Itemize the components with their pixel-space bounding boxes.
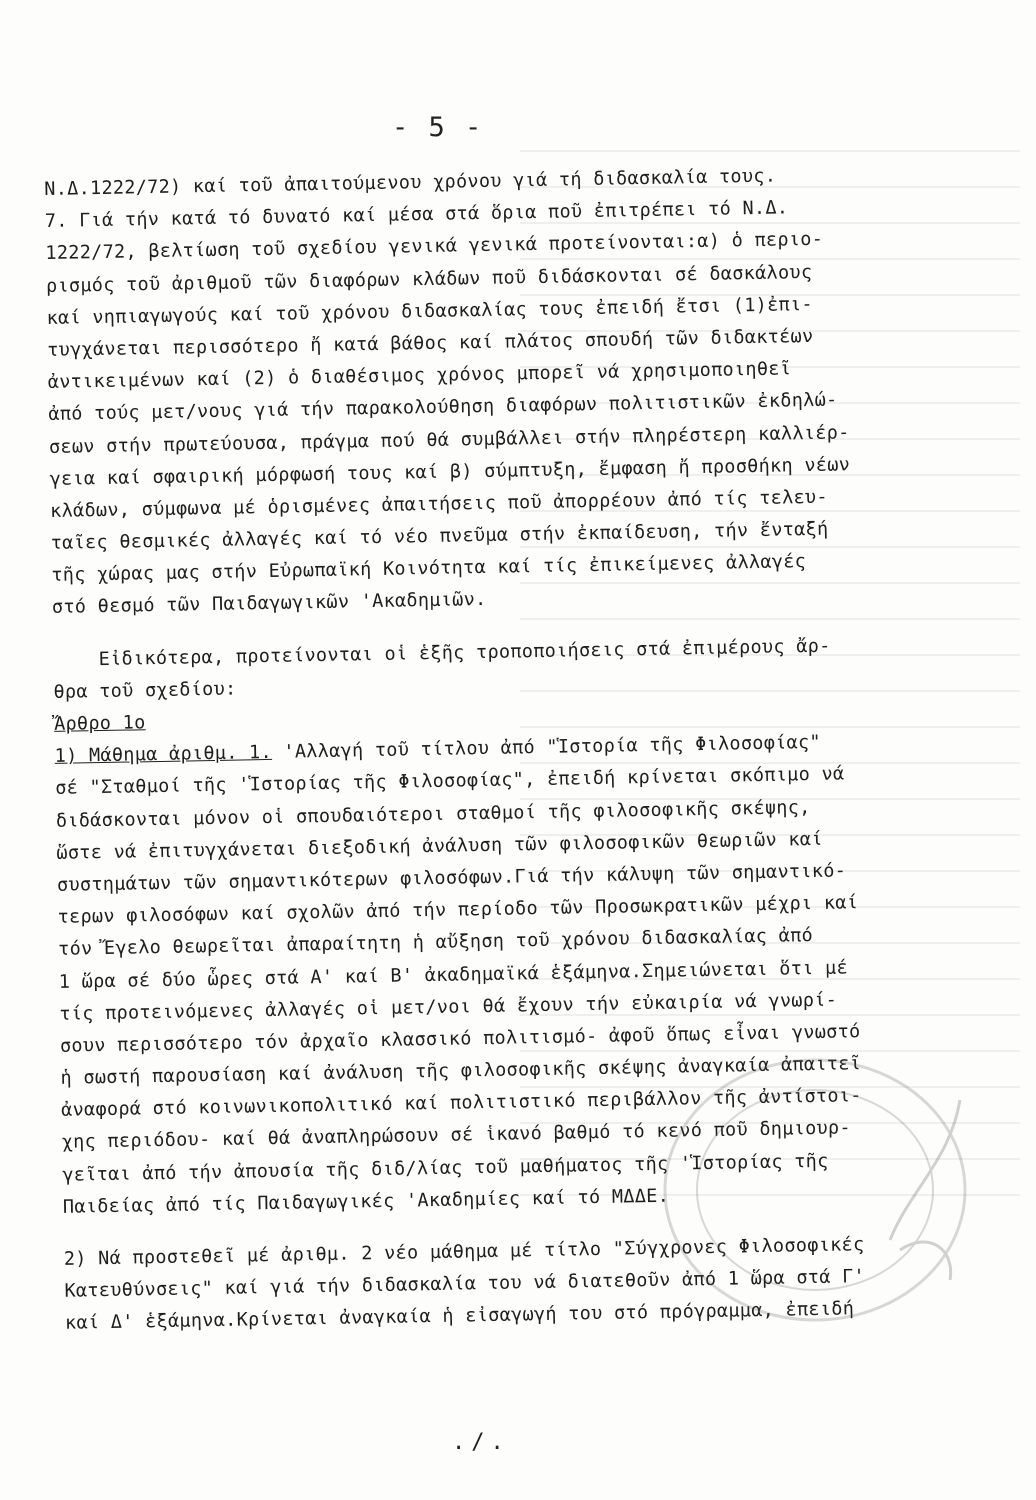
text-line: ταῖες θεσμικές ἀλλαγές καί τό νέο πνεῦμα στήν ἐκπαίδευση, τήν ἔνταξή [50,518,829,554]
page-number: - 5 - [392,112,484,143]
text-line: χης περιόδου- καί θά ἀναπληρώσουν σέ ἱκανό βαθμό τό κενό ποῦ δημιουρ- [61,1117,852,1154]
text-line: καί Δ' ἑξάμηνα.Κρίνεται ἀναγκαία ἡ εἰσαγωγή του στό πρόγραμμα, ἐπειδή [64,1298,855,1335]
text-line: ἡ σωστή παρουσίαση καί ἀνάλυση τῆς φιλοσοφικῆς σκέψης ἀναγκαία ἀπαιτεῖ [60,1053,862,1089]
text-line: θρα τοῦ σχεδίου: [53,678,237,703]
article-heading: Ἄρθρο 1ο [53,712,146,735]
text-line: κλάδων, σύμφωνα μέ ὁρισμένες ἀπαιτήσεις ποῦ ἀπορρέουν ἀπό τίς τελευ- [49,486,829,522]
text-line: σεων στήν πρωτεύουσα, πράγμα πού θά συμβάλλει στήν πληρέστερη καλλιέρ- [48,421,850,458]
text-line: γεια καί σφαιρική μόρφωσή τους καί β) σύμπτυξη, ἔμφαση ἤ προσθήκη νέων [49,453,851,490]
text-line: τίς προτεινόμενες ἀλλαγές οἱ μετ/νοι θά ἔχουν τήν εὐκαιρία νά γνωρί- [59,989,838,1025]
text-line: τῆς χώρας μας στήν Εὐρωπαϊκή Κοινότητα καί τίς ἐπικείμενες ἀλλαγές [51,551,807,587]
item-1-label: 1) Μάθημα ἀριθμ. 1. [54,742,273,768]
text-line: συστημάτων τῶν σημαντικότερων φιλοσόφων.Γιά τήν κάλυψη τῶν σημαντικό- [56,860,847,896]
text-line: σουν περισσότερο τόν ἀρχαῖο κλασσικό πολιτισμό- ἀφοῦ ὅπως εἶναι γνωστό [59,1021,861,1057]
text-line: τόν Ἔγελο θεωρεῖται ἀπαραίτητη ἡ αὔξηση τοῦ χρόνου διδασκαλίας ἀπό [58,925,814,961]
text-line: Ν.Δ.1222/72) καί τοῦ ἀπαιτούμενου χρόνου γιά τή διδασκαλία τους. [44,165,777,200]
text-line: 7. Γιά τήν κατά τό δυνατό καί μέσα στά ὅρια ποῦ ἐπιτρέπει τό Ν.Δ. [44,197,789,233]
text-line: Κατευθύνσεις" καί γιά τήν διδασκαλία του νά διατεθοῦν ἀπό 1 ὥρα στά Γ' [64,1266,866,1302]
text-line: καί νηπιαγωγούς καί τοῦ χρόνου διδασκαλίας τους ἐπειδή ἔτσι (1)ἐπι- [46,293,814,329]
faint-stamp-seal-icon [650,1040,980,1340]
text-line: 2) Νά προστεθεῖ μέ ἀριθμ. 2 νέο μάθημα μέ τίτλο "Σύγχρονες Φιλοσοφικές [63,1234,865,1270]
item-1-first-line-text: 'Αλλαγή τοῦ τίτλου ἀπό "Ἱστορία τῆς Φιλοσοφίας" [271,732,822,764]
text-line: Εἰδικότερα, προτείνονται οἱ ἑξῆς τροποποιήσεις στά ἐπιμέρους ἄρ- [52,635,831,671]
text-line: 1 ὥρα σέ δύο ὧρες στά Α' καί Β' ἀκαδημαϊκά ἑξάμηνα.Σημειώνεται ὅτι μέ [58,956,849,993]
text-line: τυγχάνεται περισσότερο ἤ κατά βάθος καί πλάτος σπουδή τῶν διδακτέων [47,325,814,361]
text-line: γεῖται ἀπό τήν ἀπουσία τῆς διδ/λίας τοῦ μαθήματος τῆς 'Ἱστορίας τῆς [62,1150,829,1186]
text-line: ὥστε νά ἐπιτυγχάνεται διεξοδική ἀνάλυση τῶν φιλοσοφικῶν θεωριῶν καί [56,828,823,864]
text-line: ρισμός τοῦ ἀριθμοῦ τῶν διαφόρων κλάδων ποῦ διδάσκονται σέ δασκάλους [45,261,813,297]
text-line: σέ "Σταθμοί τῆς 'Ἱστορίας τῆς Φιλοσοφίας", ἐπειδή κρίνεται σκόπιμο νά [55,763,845,800]
text-line: τερων φιλοσόφων καί σχολῶν ἀπό τήν περίοδο τῶν Προσωκρατικῶν μέχρι καί [57,892,859,928]
text-line: ἀπό τούς μετ/νους γιά τήν παρακολούθηση διαφόρων πολιτιστικῶν ἐκδηλώ- [48,389,838,426]
text-line: Παιδείας ἀπό τίς Παιδαγωγικές 'Ακαδημίες καί τό ΜΔΔΕ. [62,1185,670,1218]
text-line: 1222/72, βελτίωση τοῦ σχεδίου γενικά γενικά προτείνονται:α) ὁ περιο- [45,229,824,265]
text-line: ἀναφορά στό κοινωνικοπολιτικό καί πολιτιστικό περιβάλλον τῆς ἀντίστοι- [60,1085,862,1122]
text-line: διδάσκονται μόνον οἱ σπουδαιότεροι σταθμοί τῆς φιλοσοφικῆς σκέψης, [55,796,811,832]
text-line: ἀντικειμένων καί (2) ὁ διαθέσιμος χρόνος μπορεῖ νά χρησιμοποιηθεῖ [47,358,792,394]
text-line: στό θεσμό τῶν Παιδαγωγικῶν 'Ακαδημιῶν. [51,589,487,619]
continuation-mark: ./. [452,1430,510,1455]
